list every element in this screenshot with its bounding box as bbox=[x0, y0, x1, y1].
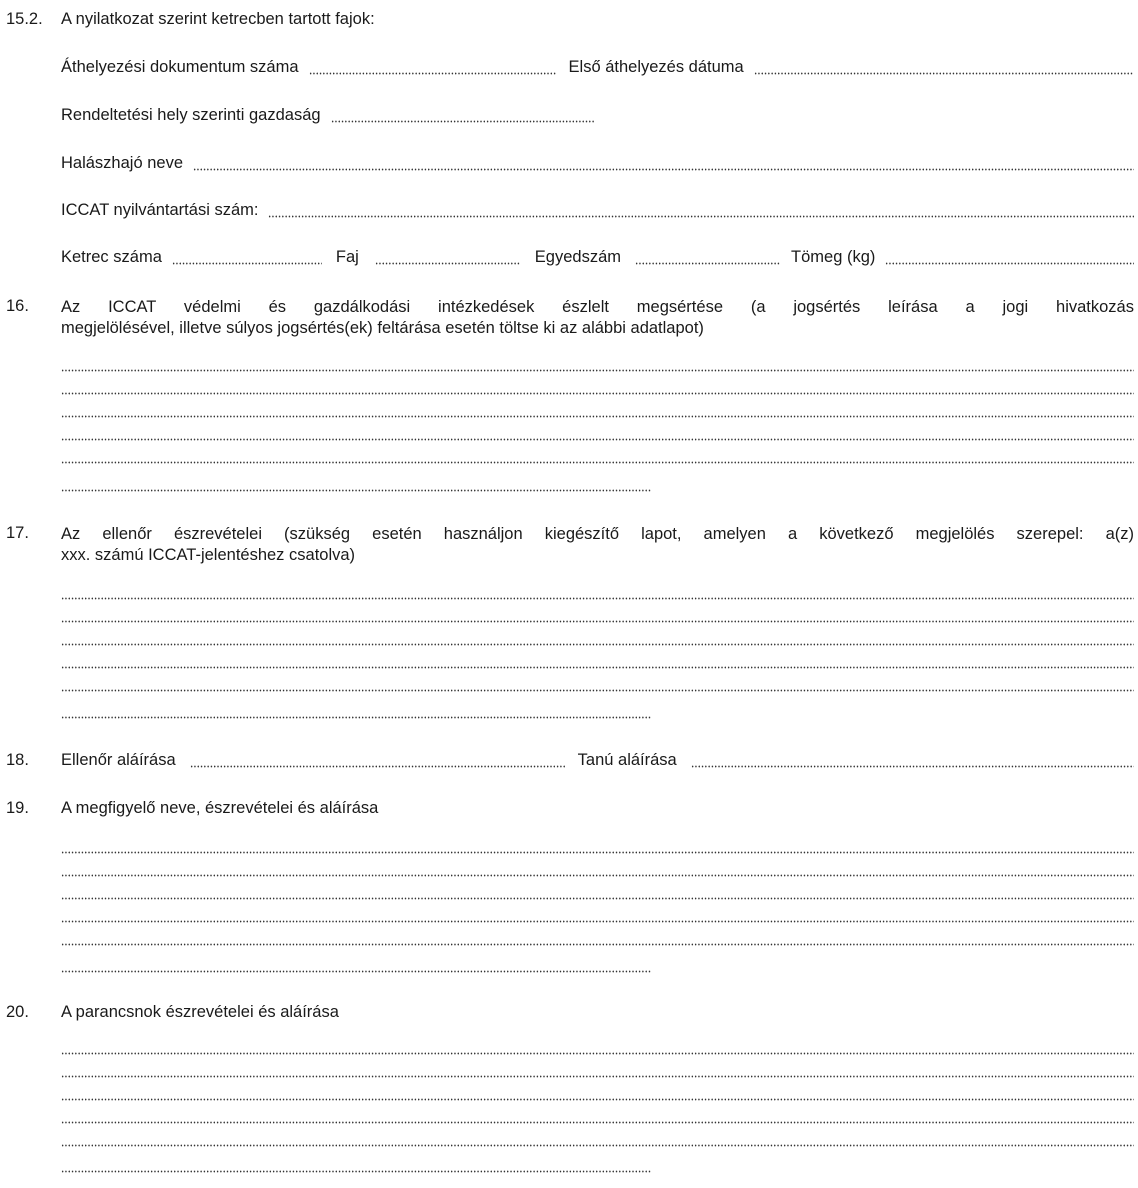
destination-farm-field[interactable] bbox=[331, 120, 595, 123]
first-transfer-date-field[interactable] bbox=[754, 72, 1134, 75]
iccat-record-label: ICCAT nyilvántartási szám: bbox=[61, 201, 259, 219]
transfer-document-label: Áthelyezési dokumentum száma bbox=[61, 58, 299, 76]
fishing-vessel-label: Halászhajó neve bbox=[61, 154, 183, 172]
cage-details-row bbox=[61, 248, 1134, 268]
iccat-record-row bbox=[61, 201, 1134, 221]
signatures-row bbox=[61, 751, 1134, 771]
iccat-record-field[interactable] bbox=[268, 215, 1134, 218]
section-16-number: 16. bbox=[6, 297, 29, 315]
section-20-number: 20. bbox=[6, 1003, 29, 1021]
cage-number-field[interactable] bbox=[172, 262, 322, 265]
species-field[interactable] bbox=[375, 262, 521, 265]
weight-field[interactable] bbox=[885, 262, 1134, 265]
fishing-vessel-field[interactable] bbox=[193, 168, 1134, 171]
section-17-text: Az ellenőr észrevételei (szükség esetén használjon kiegészítő lapot, amelyen a következő megjelölés szerepel: a(z) xxx. számú ICCAT-jelentéshez csatolva) bbox=[61, 525, 1134, 564]
section-20-heading: A parancsnok észrevételei és aláírása bbox=[61, 1003, 339, 1021]
section-15-2-number: 15.2. bbox=[6, 10, 43, 28]
inspector-signature-field[interactable] bbox=[190, 765, 566, 768]
section-19-heading: A megfigyelő neve, észrevételei és aláírása bbox=[61, 799, 379, 817]
weight-label: Tömeg (kg) bbox=[791, 248, 876, 266]
destination-farm-row bbox=[61, 106, 1134, 126]
section-15-2-heading: A nyilatkozat szerint ketrecben tartott fajok: bbox=[61, 10, 375, 28]
transfer-document-field[interactable] bbox=[309, 72, 557, 75]
inspector-signature-label: Ellenőr aláírása bbox=[61, 751, 176, 769]
section-17-number: 17. bbox=[6, 524, 29, 542]
transfer-document-row bbox=[61, 58, 1134, 78]
section-19-number: 19. bbox=[6, 799, 29, 817]
first-transfer-date-label: Első áthelyezés dátuma bbox=[568, 58, 744, 76]
species-label: Faj bbox=[335, 248, 359, 266]
count-label: Egyedszám bbox=[534, 248, 622, 266]
fishing-vessel-row bbox=[61, 154, 1134, 174]
witness-signature-field[interactable] bbox=[691, 765, 1134, 768]
destination-farm-label: Rendeltetési hely szerinti gazdaság bbox=[61, 106, 321, 124]
cage-number-label: Ketrec száma bbox=[61, 248, 162, 266]
section-18-number: 18. bbox=[6, 751, 29, 769]
count-field[interactable] bbox=[635, 262, 781, 265]
section-16-text: Az ICCAT védelmi és gazdálkodási intézkedések észlelt megsértése (a jogsértés leírása a jogi hivatkozás megjelölésével, illetve súlyos jogsértés(ek) feltárása esetén töltse ki az alábbi adatlapot) bbox=[61, 298, 1134, 337]
witness-signature-label: Tanú aláírása bbox=[577, 751, 677, 769]
